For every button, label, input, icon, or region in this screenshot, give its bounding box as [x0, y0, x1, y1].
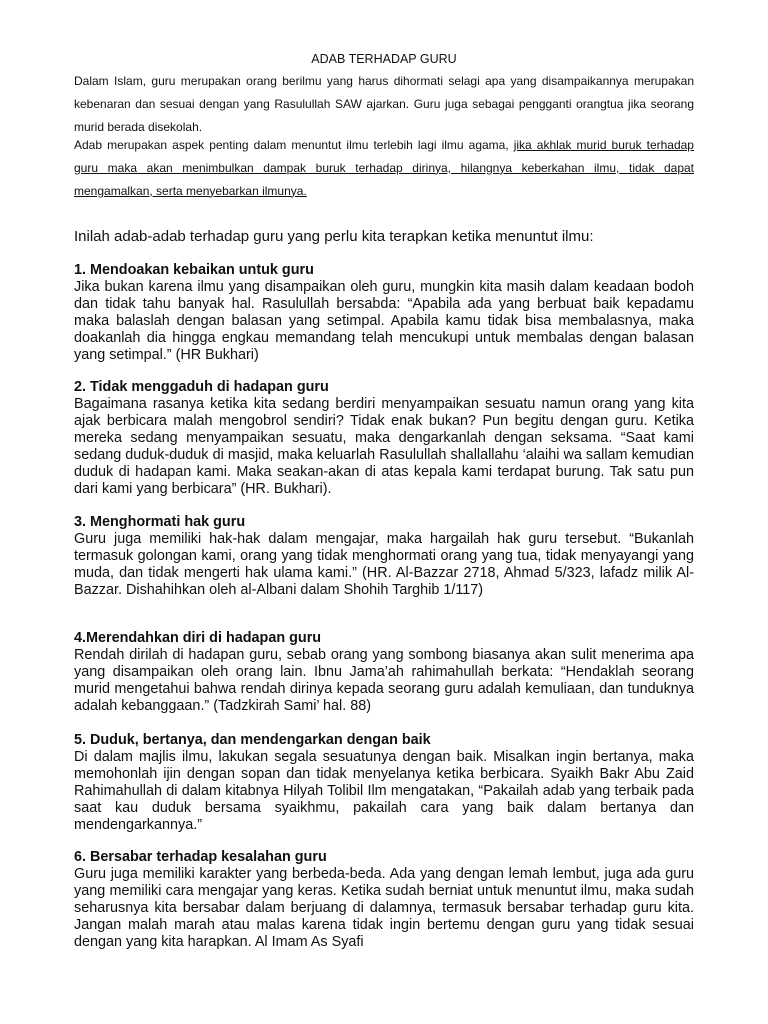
section-heading: 3. Menghormati hak guru — [74, 514, 246, 530]
lead-text: Inilah adab-adab terhadap guru yang perlu kita terapkan ketika menuntut ilmu: — [74, 228, 594, 245]
section-body: Guru juga memiliki hak-hak dalam mengajar, maka hargailah hak guru tersebut. “Bukanlah termasuk golongan kami, orang yang tidak menghormati orang yang tua, tidak menyayangi yang muda, dan tidak mengerti hak ulama kami.” (HR. Al-Bazzar 2718, Ahmad 5/323, lafadz milik Al-Bazzar. Dishahihkan oleh al-Albani dalam Shohih Targhib 1/117) — [74, 531, 694, 598]
section-body: Rendah dirilah di hadapan guru, sebab orang yang sombong biasanya akan sulit menerima apa yang disampaikan oleh orang lain. Ibnu Jama’ah rahimahullah berkata: “Hendaklah seorang murid mengetahui bahwa rendah dirinya kepada seorang guru adalah kemuliaan, dan tunduknya adalah kebanggaan.” (Tadzkirah Sami’ hal. 88) — [74, 647, 694, 714]
section-3 — [74, 514, 694, 599]
section-heading: 6. Bersabar terhadap kesalahan guru — [74, 849, 327, 865]
section-heading: 1. Mendoakan kebaikan untuk guru — [74, 262, 314, 278]
section-heading: 5. Duduk, bertanya, dan mendengarkan dengan baik — [74, 732, 431, 748]
intro-paragraph-2-underlined: jika akhlak murid buruk terhadap guru maka akan menimbulkan dampak buruk terhadap dirinya, hilangnya keberkahan ilmu, tidak dapat mengamalkan, serta menyebarkan ilmunya. — [74, 138, 694, 198]
intro-paragraph-2 — [74, 134, 694, 202]
section-4 — [74, 630, 694, 715]
document-title: ADAB TERHADAP GURU — [311, 52, 457, 66]
section-1 — [74, 262, 694, 364]
section-2 — [74, 379, 694, 498]
section-body: Bagaimana rasanya ketika kita sedang berdiri menyampaikan sesuatu namun orang yang kita ajak berbicara malah mengobrol sendiri? Tidak enak bukan? Pun begitu dengan guru. Ketika mereka sedang menyampaikan sesuatu, maka dengarkanlah dengan seksama. “Saat kami sedang duduk-duduk di masjid, maka keluarlah Rasulullah shallallahu ‘alaihi wa sallam kemudian duduk di hadapan kami. Maka seakan-akan di atas kepala kami terdapat burung. Tak satu pun dari kami yang berbicara” (HR. Bukhari). — [74, 396, 694, 497]
intro-paragraph-1: Dalam Islam, guru merupakan orang berilmu yang harus dihormati selagi apa yang disampaikannya merupakan kebenaran dan sesuai dengan yang Rasulullah SAW ajarkan. Guru juga sebagai pengganti orangtua jika seorang murid berada disekolah. — [74, 74, 694, 134]
intro-paragraph-2-plain: Adab merupakan aspek penting dalam menuntut ilmu terlebih lagi ilmu agama, — [74, 138, 514, 152]
section-body: Guru juga memiliki karakter yang berbeda-beda. Ada yang dengan lemah lembut, juga ada guru yang memiliki cara mengajar yang keras. Ketika sudah berniat untuk menuntut ilmu, maka sudah seharusnya kita bersabar dalam berjuang di dalamnya, termasuk bersabar terhadap guru kita. Jangan malah marah atau malas karena tidak ingin bertemu dengan guru yang tidak sesuai dengan yang kita harapkan. Al Imam As Syafi — [74, 866, 694, 950]
section-5 — [74, 732, 694, 834]
section-heading: 4.Merendahkan diri di hadapan guru — [74, 630, 322, 646]
section-6 — [74, 849, 694, 951]
section-heading: 2. Tidak menggaduh di hadapan guru — [74, 379, 329, 395]
section-body: Di dalam majlis ilmu, lakukan segala sesuatunya dengan baik. Misalkan ingin bertanya, maka memohonlah ijin dengan sopan dan tidak menyelanya ketika berbicara. Syaikh Bakr Abu Zaid Rahimahullah di dalam kitabnya Hilyah Tolibil Ilm mengatakan, “Pakailah adab yang terbaik pada saat kau duduk bersama syaikhmu, pakailah cara yang baik dalam bertanya dan mendengarkannya.” — [74, 749, 694, 833]
section-body: Jika bukan karena ilmu yang disampaikan oleh guru, mungkin kita masih dalam keadaan bodoh dan tidak tahu banyak hal. Rasulullah bersabda: “Apabila ada yang berbuat baik kepadamu maka balaslah dengan balasan yang setimpal. Apabila kamu tidak bisa membalasnya, maka doakanlah dia hingga engkau memandang telah mencukupi untuk membalas dengan balasan yang setimpal.” (HR Bukhari) — [74, 279, 694, 363]
